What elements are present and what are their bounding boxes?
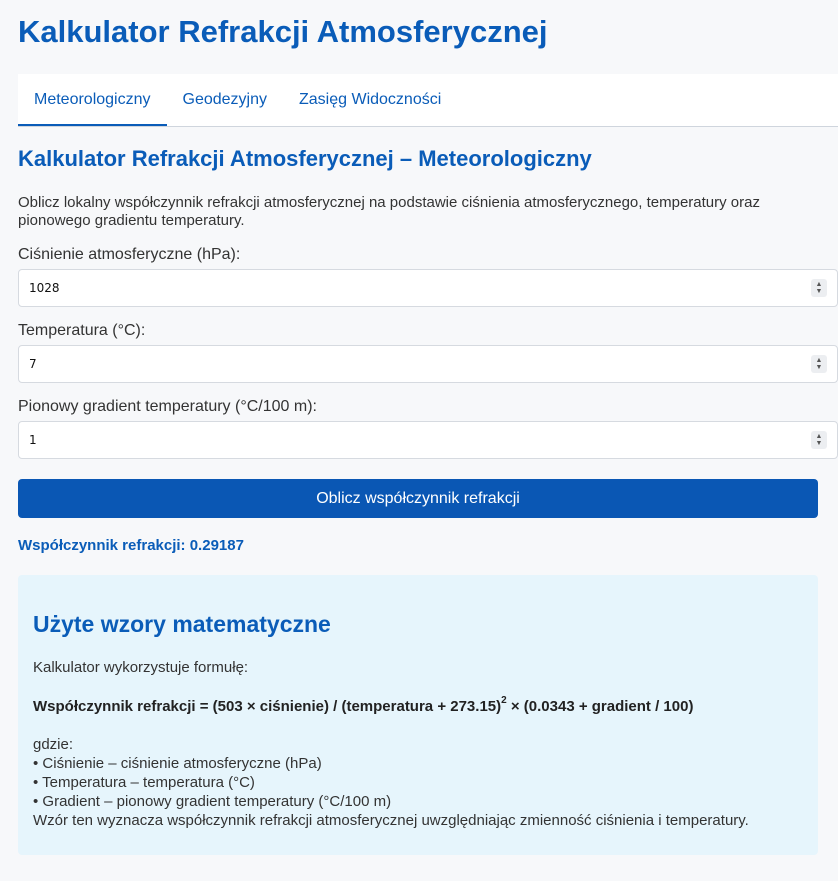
calculate-button[interactable]: Oblicz współczynnik refrakcji bbox=[18, 479, 818, 518]
app-title: Kalkulator Refrakcji Atmosferycznej bbox=[18, 14, 548, 49]
formula-summary: Wzór ten wyznacza współczynnik refrakcji atmosferycznej uwzględniając zmienność ciśnienia i temperatury. bbox=[33, 812, 749, 829]
section-title: Kalkulator Refrakcji Atmosferycznej – Meteorologiczny bbox=[18, 146, 592, 171]
chevron-up-icon[interactable]: ▲ bbox=[815, 357, 823, 364]
legend-item: • Temperatura – temperatura (°C) bbox=[33, 774, 255, 791]
chevron-down-icon[interactable]: ▼ bbox=[815, 364, 823, 371]
formula-text bbox=[33, 697, 693, 715]
tab-bar bbox=[18, 74, 838, 127]
formula-intro: Kalkulator wykorzystuje formułę: bbox=[33, 659, 249, 676]
gradient-spinner[interactable] bbox=[811, 431, 827, 449]
temperature-input[interactable] bbox=[29, 355, 789, 373]
pressure-input[interactable] bbox=[29, 279, 789, 297]
formula-panel bbox=[18, 575, 818, 855]
tab-geodezyjny[interactable]: Geodezyjny bbox=[182, 91, 267, 108]
tab-meteorologiczny[interactable]: Meteorologiczny bbox=[18, 74, 167, 126]
temperature-spinner[interactable] bbox=[811, 355, 827, 373]
chevron-down-icon[interactable]: ▼ bbox=[815, 440, 823, 447]
section-description: Oblicz lokalny współczynnik refrakcji atmosferycznej na podstawie ciśnienia atmosferycznego, temperatury oraz pionowego gradientu temperatury. bbox=[18, 194, 760, 229]
formula-tail: × (0.0343 + gradient / 100) bbox=[506, 698, 694, 715]
pressure-spinner[interactable] bbox=[811, 279, 827, 297]
legend-item: • Gradient – pionowy gradient temperatury (°C/100 m) bbox=[33, 793, 392, 810]
gradient-input[interactable] bbox=[29, 431, 789, 449]
gradient-label: Pionowy gradient temperatury (°C/100 m): bbox=[18, 398, 317, 415]
chevron-up-icon[interactable]: ▲ bbox=[815, 433, 823, 440]
temperature-field[interactable] bbox=[18, 345, 838, 383]
result-text: Współczynnik refrakcji: 0.29187 bbox=[18, 537, 244, 554]
tab-zasieg-widocznosci[interactable]: Zasięg Widoczności bbox=[299, 91, 442, 108]
chevron-up-icon[interactable]: ▲ bbox=[815, 281, 823, 288]
pressure-label: Ciśnienie atmosferyczne (hPa): bbox=[18, 246, 241, 263]
gradient-field[interactable] bbox=[18, 421, 838, 459]
formula-legend bbox=[33, 735, 749, 830]
pressure-field[interactable] bbox=[18, 269, 838, 307]
formula-exponent: 2 bbox=[501, 695, 507, 706]
formula-title: Użyte wzory matematyczne bbox=[33, 611, 331, 637]
formula-main: Współczynnik refrakcji = (503 × ciśnienie) / (temperatura + 273.15) bbox=[33, 698, 502, 715]
chevron-down-icon[interactable]: ▼ bbox=[815, 288, 823, 295]
legend-item: • Ciśnienie – ciśnienie atmosferyczne (hPa) bbox=[33, 755, 322, 772]
where-label: gdzie: bbox=[33, 736, 74, 753]
temperature-label: Temperatura (°C): bbox=[18, 322, 146, 339]
